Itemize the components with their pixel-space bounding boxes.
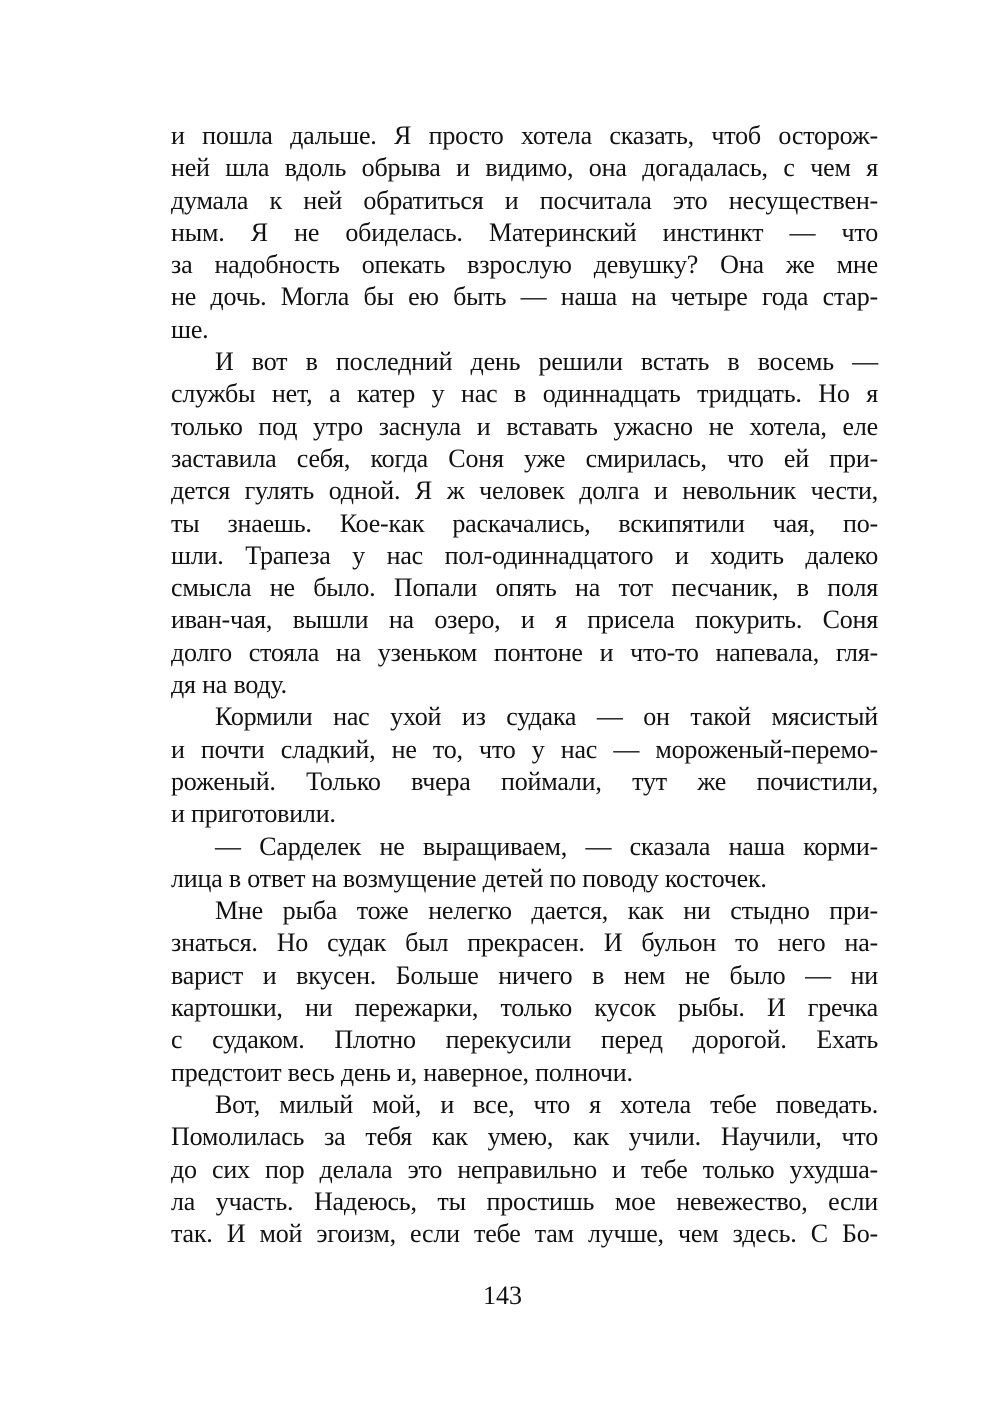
text-line: — Сарделек не выращиваем, — сказала наша корми- xyxy=(215,831,878,861)
text-line: Кормили нас ухой из судака — он такой мясистый xyxy=(215,702,878,732)
text-line: так. И мой эгоизм, если тебе там лучше, чем здесь. С Бо- xyxy=(171,1219,878,1249)
text-line: службы нет, а катер у нас в одиннадцать тридцать. Но я xyxy=(171,379,878,409)
page-number: 143 xyxy=(483,1281,522,1310)
text-line: дется гулять одной. Я ж человек долга и невольник чести, xyxy=(171,476,878,506)
text-line: за надобность опекать взрослую девушку? Она же мне xyxy=(171,250,878,280)
text-line: заставила себя, когда Соня уже смирилась, что ей при- xyxy=(171,443,878,473)
text-line: шли. Трапеза у нас пол-одиннадцатого и ходить далеко xyxy=(171,540,878,570)
text-line: предстоит весь день и, наверное, полночи. xyxy=(171,1057,633,1087)
page-text-block xyxy=(171,120,878,1250)
text-line: не дочь. Могла бы ею быть — наша на четыре года стар- xyxy=(171,282,878,312)
text-line: варист и вкусен. Больше ничего в нем не было — ни xyxy=(171,960,878,990)
text-line: ней шла вдоль обрыва и видимо, она догадалась, с чем я xyxy=(171,153,878,183)
text-line: роженый. Только вчера поймали, тут же почистили, xyxy=(171,766,878,796)
text-line: с судаком. Плотно перекусили перед дорогой. Ехать xyxy=(171,1025,878,1055)
text-line: ным. Я не обиделась. Материнский инстинкт — что xyxy=(171,217,878,247)
text-line: Вот, милый мой, и все, что я хотела тебе поведать. xyxy=(215,1089,878,1119)
text-line: Помолилась за тебя как умею, как учили. Научили, что xyxy=(171,1122,878,1152)
text-line: лица в ответ на возмущение детей по поводу косточек. xyxy=(171,863,767,893)
text-line: дя на воду. xyxy=(171,670,287,700)
text-line: долго стояла на узеньком понтоне и что-то напевала, гля- xyxy=(171,637,878,667)
text-line: ты знаешь. Кое-как раскачались, вскипятили чая, по- xyxy=(171,508,878,538)
text-line: картошки, ни пережарки, только кусок рыбы. И гречка xyxy=(171,993,878,1023)
text-line: смысла не было. Попали опять на тот песчаник, в поля xyxy=(171,573,878,603)
text-line: только под утро заснула и вставать ужасно не хотела, еле xyxy=(171,411,878,441)
text-line: Мне рыба тоже нелегко дается, как ни стыдно при- xyxy=(215,896,878,926)
text-line: и почти сладкий, не то, что у нас — мороженый-перемо- xyxy=(171,734,878,764)
text-line: ла участь. Надеюсь, ты простишь мое невежество, если xyxy=(171,1186,878,1216)
text-line: ше. xyxy=(171,314,209,344)
text-line: знаться. Но судак был прекрасен. И бульон то него на- xyxy=(171,928,878,958)
text-line: И вот в последний день решили встать в восемь — xyxy=(215,347,878,377)
text-line: и пошла дальше. Я просто хотела сказать, чтоб осторож- xyxy=(171,121,878,150)
text-line: до сих пор делала это неправильно и тебе только ухудша- xyxy=(171,1154,878,1184)
text-line: думала к ней обратиться и посчитала это несуществен- xyxy=(171,185,878,215)
text-line: иван-чая, вышли на озеро, и я присела покурить. Соня xyxy=(171,605,878,635)
text-line: и приготовили. xyxy=(171,799,336,829)
